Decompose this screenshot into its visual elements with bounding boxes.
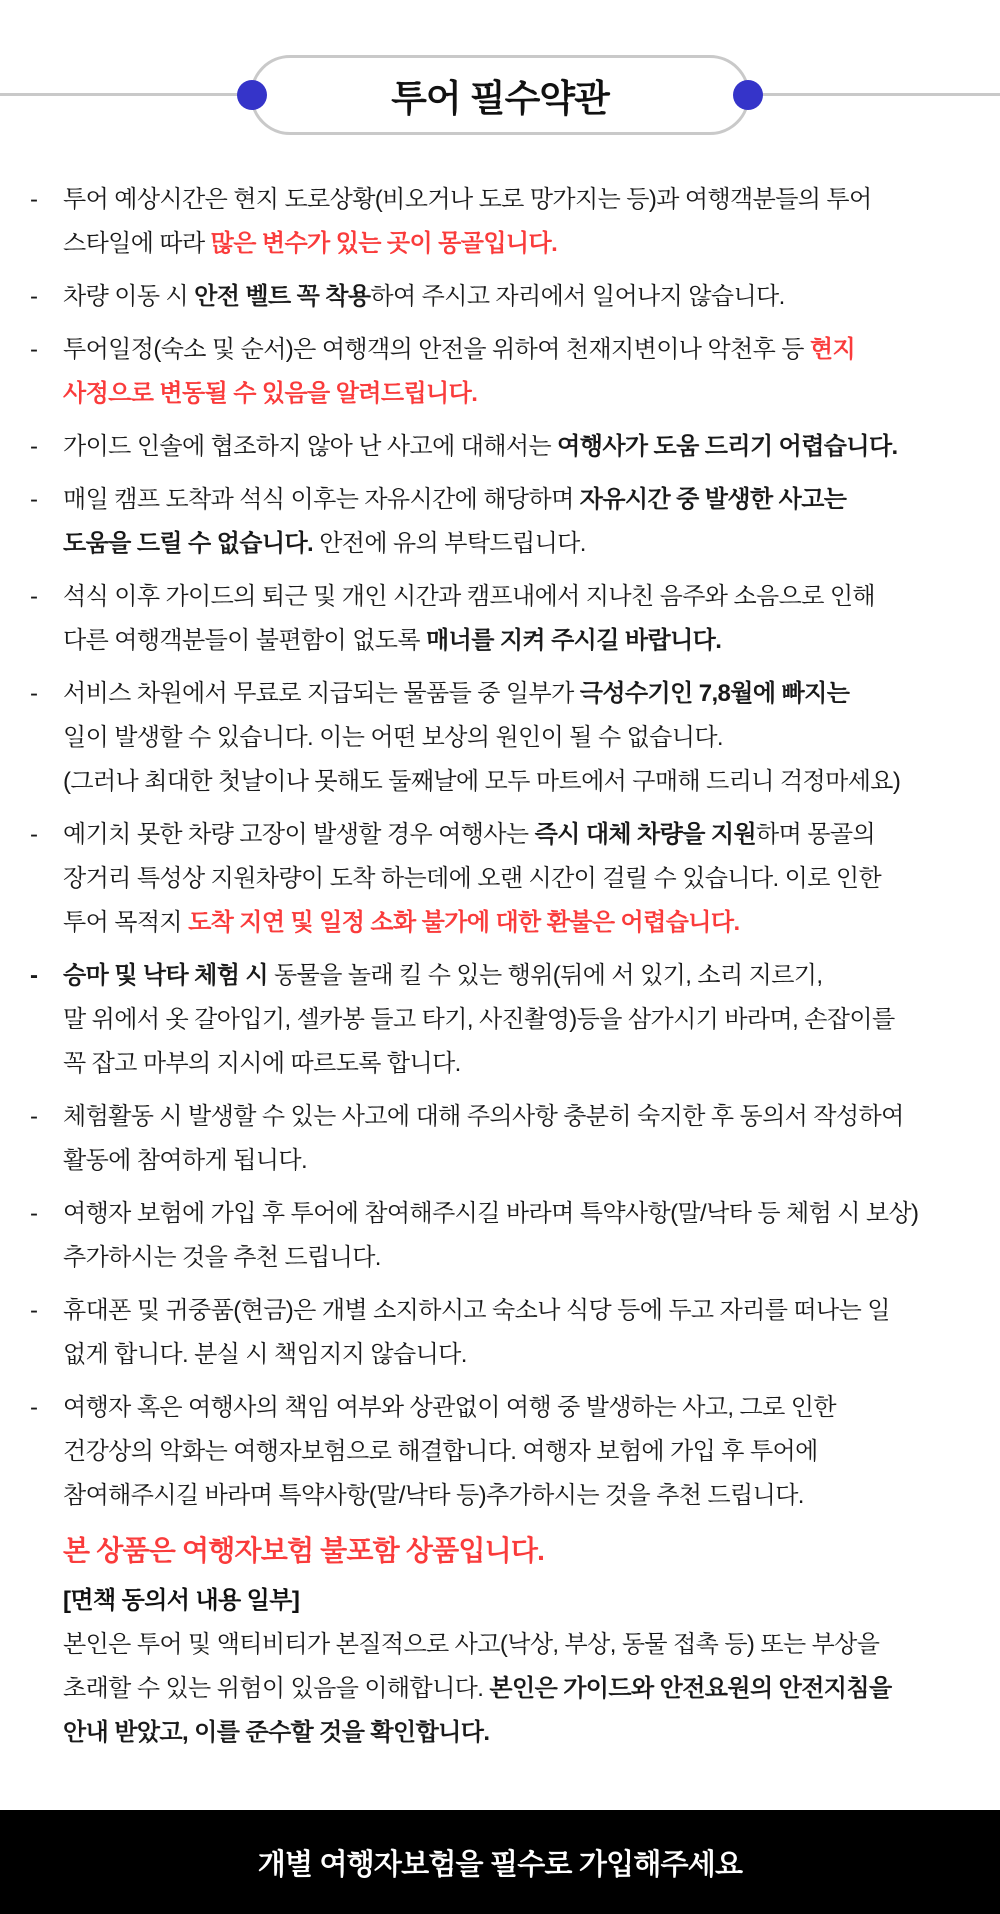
right-dot-icon bbox=[733, 80, 763, 110]
terms-body bbox=[0, 150, 1000, 1755]
title-pill bbox=[250, 55, 750, 135]
text-segment: 본인은 가이드와 안전요원의 안전지침을 bbox=[489, 1675, 892, 1702]
text-segment: 스타일에 따라 bbox=[63, 230, 211, 257]
text-segment: 매너를 지켜 주시길 바랍니다. bbox=[426, 627, 722, 654]
text-segment: 말 위에서 옷 갈아입기, 셀카봉 들고 타기, 사진촬영)등을 삼가시기 바라며, 손잡이를 bbox=[63, 1006, 895, 1033]
text-segment: 체험활동 시 발생할 수 있는 사고에 대해 주의사항 충분히 숙지한 후 동의서 작성하여 bbox=[63, 1103, 904, 1130]
text-segment: 추가하시는 것을 추천 드립니다. bbox=[63, 1244, 381, 1271]
text-segment: 사정으로 변동될 수 있음을 알려드립니다. bbox=[63, 380, 478, 407]
page-title: 투어 필수약관 bbox=[391, 78, 609, 119]
terms-item-text bbox=[63, 954, 975, 1086]
terms-item bbox=[30, 813, 975, 945]
text-segment: 극성수기인 7,8월에 빠지는 bbox=[579, 680, 850, 707]
dash-bullet: - bbox=[30, 336, 38, 363]
terms-item-text bbox=[63, 1289, 975, 1377]
terms-item-text bbox=[63, 813, 975, 945]
text-segment: 없게 합니다. 분실 시 책임지지 않습니다. bbox=[63, 1341, 467, 1368]
terms-item bbox=[30, 1386, 975, 1518]
disclaimer-section bbox=[63, 1527, 975, 1755]
text-segment: 도착 지연 및 일정 소화 불가에 대한 환불은 어렵습니다. bbox=[188, 909, 740, 936]
dash-bullet: - bbox=[30, 1200, 38, 1227]
terms-item bbox=[30, 1095, 975, 1183]
waiver-heading: [면책 동의서 내용 일부] bbox=[63, 1587, 300, 1614]
text-segment: 안전에 유의 부탁드립니다. bbox=[313, 530, 586, 557]
terms-item-text bbox=[63, 1386, 975, 1518]
dash-bullet: - bbox=[30, 821, 38, 848]
terms-item-text bbox=[63, 672, 975, 804]
terms-item bbox=[30, 672, 975, 804]
text-segment: 하며 몽골의 bbox=[756, 821, 876, 848]
terms-item-text bbox=[63, 1192, 975, 1280]
terms-item bbox=[30, 954, 975, 1086]
text-segment: 가이드 인솔에 협조하지 않아 난 사고에 대해서는 bbox=[63, 433, 558, 460]
terms-item bbox=[30, 1289, 975, 1377]
text-segment: 예기치 못한 차량 고장이 발생할 경우 여행사는 bbox=[63, 821, 535, 848]
terms-item bbox=[30, 178, 975, 266]
terms-item-text bbox=[63, 478, 975, 566]
header bbox=[0, 0, 1000, 150]
text-segment: 여행자 혹은 여행사의 책임 여부와 상관없이 여행 중 발생하는 사고, 그로 인한 bbox=[63, 1394, 836, 1421]
waiver-paragraph bbox=[63, 1623, 975, 1755]
text-segment: 서비스 차원에서 무료로 지급되는 물품들 중 일부가 bbox=[63, 680, 580, 707]
text-segment: 많은 변수가 있는 곳이 몽골입니다. bbox=[210, 230, 558, 257]
text-segment: 안내 받았고, 이를 준수할 것을 확인합니다. bbox=[63, 1719, 490, 1746]
terms-item bbox=[30, 1192, 975, 1280]
text-segment: 여행자 보험에 가입 후 투어에 참여해주시길 바라며 특약사항(말/낙타 등 체험 시 보상) bbox=[63, 1200, 919, 1227]
terms-item-text bbox=[63, 1095, 975, 1183]
text-segment: 현지 bbox=[809, 336, 856, 363]
text-segment: 휴대폰 및 귀중품(현금)은 개별 소지하시고 숙소나 식당 등에 두고 자리를 떠나는 일 bbox=[63, 1297, 890, 1324]
text-segment: (그러나 최대한 첫날이나 못해도 둘째날에 모두 마트에서 구매해 드리니 걱정마세요) bbox=[63, 768, 901, 795]
dash-bullet: - bbox=[30, 486, 38, 513]
text-segment: 동물을 놀래 킬 수 있는 행위(뒤에 서 있기, 소리 지르기, bbox=[267, 962, 823, 989]
dash-bullet: - bbox=[30, 186, 38, 213]
terms-item bbox=[30, 575, 975, 663]
terms-item-text bbox=[63, 178, 975, 266]
terms-list bbox=[30, 178, 975, 1518]
text-segment: 꼭 잡고 마부의 지시에 따르도록 합니다. bbox=[63, 1050, 461, 1077]
text-segment: 본인은 투어 및 액티비티가 본질적으로 사고(낙상, 부상, 동물 접촉 등) 또는 부상을 bbox=[63, 1631, 880, 1658]
dash-bullet: - bbox=[30, 1394, 38, 1421]
text-segment: 여행사가 도움 드리기 어렵습니다. bbox=[557, 433, 898, 460]
footer-banner bbox=[0, 1810, 1000, 1914]
text-segment: 하여 주시고 자리에서 일어나지 않습니다. bbox=[370, 283, 785, 310]
text-segment: 투어일정(숙소 및 순서)은 여행객의 안전을 위하여 천재지변이나 악천후 등 bbox=[63, 336, 810, 363]
text-segment: 승마 및 낙타 체험 시 bbox=[63, 962, 268, 989]
terms-item-text bbox=[63, 575, 975, 663]
text-segment: 참여해주시길 바라며 특약사항(말/낙타 등)추가하시는 것을 추천 드립니다. bbox=[63, 1482, 804, 1509]
text-segment: 일이 발생할 수 있습니다. 이는 어떤 보상의 원인이 될 수 없습니다. bbox=[63, 724, 723, 751]
text-segment: 장거리 특성상 지원차량이 도착 하는데에 오랜 시간이 걸릴 수 있습니다. 이로 인한 bbox=[63, 865, 882, 892]
text-segment: 차량 이동 시 bbox=[63, 283, 195, 310]
insurance-exclusion-notice: 본 상품은 여행자보험 불포함 상품입니다. bbox=[63, 1535, 545, 1566]
dash-bullet: - bbox=[30, 433, 38, 460]
terms-item-text bbox=[63, 328, 975, 416]
text-segment: 도움을 드릴 수 없습니다. bbox=[63, 530, 314, 557]
text-segment: 건강상의 악화는 여행자보험으로 해결합니다. 여행자 보험에 가입 후 투어에 bbox=[63, 1438, 818, 1465]
terms-item-text bbox=[63, 275, 975, 319]
text-segment: 다른 여행객분들이 불편함이 없도록 bbox=[63, 627, 427, 654]
dash-bullet: - bbox=[30, 583, 38, 610]
terms-item bbox=[30, 425, 975, 469]
dash-bullet: - bbox=[30, 283, 38, 310]
left-dot-icon bbox=[237, 80, 267, 110]
text-segment: 안전 벨트 꼭 착용 bbox=[194, 283, 371, 310]
dash-bullet: - bbox=[30, 1103, 38, 1130]
text-segment: 매일 캠프 도착과 석식 이후는 자유시간에 해당하며 bbox=[63, 486, 580, 513]
text-segment: 활동에 참여하게 됩니다. bbox=[63, 1147, 308, 1174]
text-segment: 투어 목적지 bbox=[63, 909, 189, 936]
terms-item bbox=[30, 328, 975, 416]
dash-bullet: - bbox=[30, 680, 38, 707]
text-segment: 즉시 대체 차량을 지원 bbox=[534, 821, 757, 848]
terms-item-text bbox=[63, 425, 975, 469]
text-segment: 자유시간 중 발생한 사고는 bbox=[579, 486, 847, 513]
footer-text: 개별 여행자보험을 필수로 가입해주세요 bbox=[257, 1848, 743, 1881]
terms-item bbox=[30, 275, 975, 319]
dash-bullet: - bbox=[30, 962, 38, 989]
dash-bullet: - bbox=[30, 1297, 38, 1324]
text-segment: 석식 이후 가이드의 퇴근 및 개인 시간과 캠프내에서 지나친 음주와 소음으로 인해 bbox=[63, 583, 876, 610]
text-segment: 초래할 수 있는 위험이 있음을 이해합니다. bbox=[63, 1675, 490, 1702]
terms-item bbox=[30, 478, 975, 566]
text-segment: 투어 예상시간은 현지 도로상황(비오거나 도로 망가지는 등)과 여행객분들의 투어 bbox=[63, 186, 872, 213]
